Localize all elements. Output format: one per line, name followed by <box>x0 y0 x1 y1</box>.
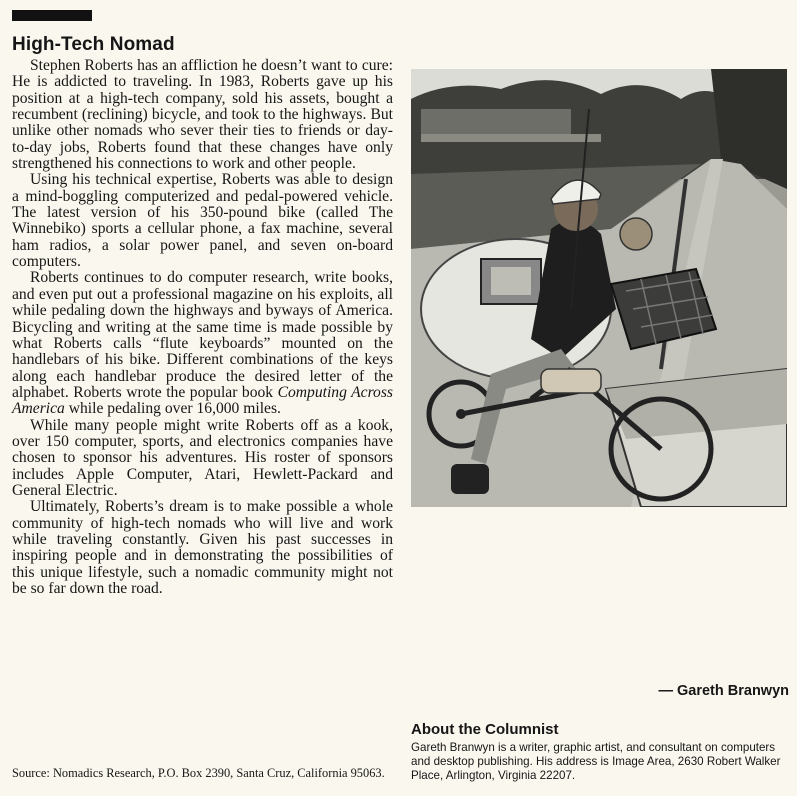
paragraph-text: while pedaling over 16,000 miles. <box>64 400 281 418</box>
article-paragraph: Ultimately, Roberts’s dream is to make possible a whole community of high-tech nomads who will live and work while traveling constantly. Given his past successes in inspiring people and in demonstrating the possibilities of this unique lifestyle, such a nomadic community might not be so far down the road. <box>12 498 393 597</box>
source-note: Source: Nomadics Research, P.O. Box 2390, Santa Cruz, California 95063. <box>12 766 385 780</box>
cyclist-photo <box>411 69 787 507</box>
article-body <box>12 58 393 597</box>
article-title: High-Tech Nomad <box>12 34 175 55</box>
article-paragraph: Stephen Roberts has an affliction he doesn’t want to cure: He is addicted to traveling. In 1983, Roberts gave up his position at a high-tech company, sold his assets, bought a recumbent (reclining) bicycle, and took to the highways. But unlike other nomads who sever their ties to friends or day-to-day jobs, Roberts found that these changes have only strengthened his connections to work and other people. <box>12 57 393 173</box>
about-columnist-heading: About the Columnist <box>411 721 559 738</box>
paragraph-text: Roberts continues to do computer research, write books, and even put out a professional magazine on his exploits, all while pedaling down the highways and byways of America. Bicycling and writing at the same time is made possible by what Roberts calls “flute keyboards” mounted on the handlebars of his bike. Different combinations of the keys along each handlebar produce the desired letter of the alphabet. Roberts wrote the popular book <box>12 269 393 401</box>
book-title: Computing Across America <box>12 383 393 418</box>
author-byline: — Gareth Branwyn <box>658 683 789 699</box>
article-paragraph: Using his technical expertise, Roberts was able to design a mind-boggling computerized and pedal-powered vehicle. The latest version of his 350-pound bike (called The Winnebiko) sports a cellular phone, a fax machine, several ham radios, a solar power panel, and seven on-board computers. <box>12 171 393 271</box>
about-columnist-text: Gareth Branwyn is a writer, graphic artist, and consultant on computers and desktop publishing. His address is Image Area, 2630 Robert Walker Place, Arlington, Virginia 22207. <box>411 741 781 782</box>
article-paragraph <box>12 270 393 417</box>
article-paragraph: While many people might write Roberts off as a kook, over 150 computer, sports, and electronics companies have chosen to sponsor his adventures. His roster of sponsors includes Apple Computer, Atari, Hewlett-Packard and General Electric. <box>12 416 393 499</box>
section-marker-bar <box>12 10 92 21</box>
